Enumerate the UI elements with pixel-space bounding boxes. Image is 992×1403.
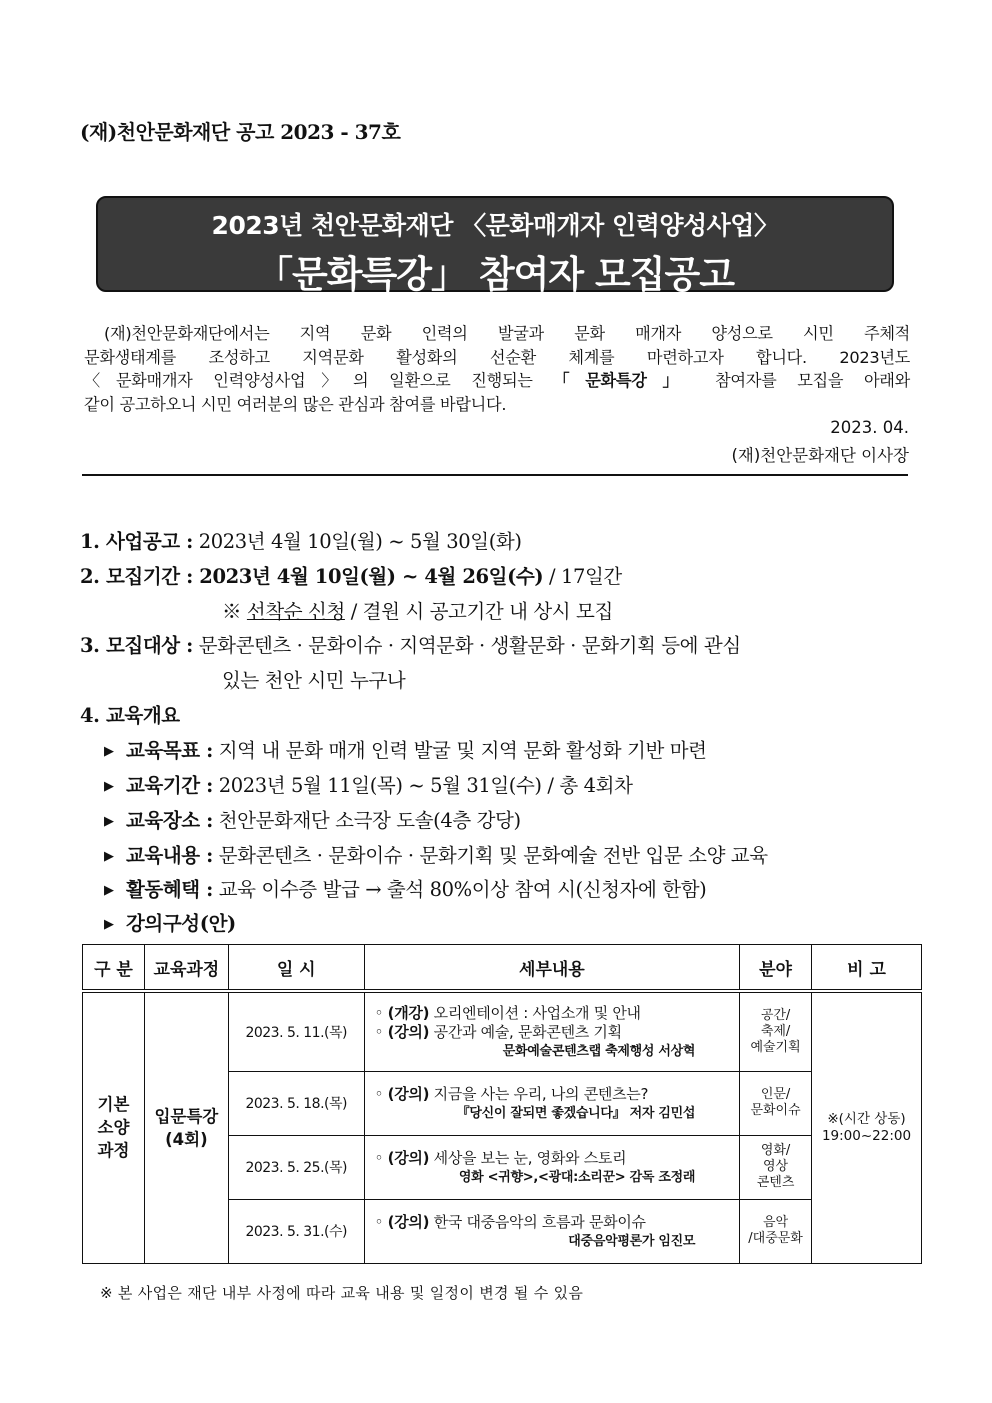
section-2-value-bold: 2023년 4월 10일(월) ~ 4월 26일(수) (192, 565, 544, 588)
edu-label: 활동혜택 : (126, 878, 213, 901)
intro-line-3c: 참여자를 모집을 아래와 (694, 371, 910, 391)
section-3-value-1: 문화콘텐츠 · 문화이슈 · 지역문화 · 생활문화 · 문화기획 등에 관심 (192, 634, 741, 657)
detail-item: ◦ (강의) 지금을 사는 우리, 나의 콘텐츠는? (374, 1085, 649, 1103)
header-details: 세부내용 (364, 945, 739, 992)
intro-line-3a: 〈문화매개자 인력양성사업〉의 일환으로 진행되는 (84, 371, 554, 391)
field-cell: 공간/ 축제/ 예술기획 (740, 991, 812, 1071)
section-4 (80, 700, 180, 728)
signature: (재)천안문화재단 이사장 (731, 446, 909, 465)
schedule-table (82, 944, 922, 1264)
note-mark: ※ (222, 600, 247, 623)
notice-date: 2023. 04. (830, 418, 909, 437)
edu-place (104, 805, 521, 833)
edu-label: 교육목표 : (126, 739, 213, 762)
title-line-2: 「문화특강」 참여자 모집공고 (256, 253, 734, 296)
header-category: 구 분 (83, 945, 145, 992)
lecturer: 문화예술콘텐츠랩 축제행성 서상혁 (502, 1044, 696, 1060)
edu-goal (104, 735, 707, 763)
arrow-bullet-icon: ▶ (104, 849, 114, 864)
edu-period (104, 770, 633, 798)
intro-line-1: (재)천안문화재단에서는 지역 문화 인력의 발굴과 문화 매개자 양성으로 시민 주체적 (104, 324, 910, 343)
field-cell: 인문/ 문화이슈 (740, 1071, 812, 1135)
edu-value: 문화콘텐츠 · 문화이슈 · 문화기획 및 문화예술 전반 입문 소양 교육 (212, 844, 768, 867)
header-datetime: 일 시 (228, 945, 364, 992)
arrow-bullet-icon: ▶ (104, 917, 114, 932)
date-cell: 2023. 5. 31.(수) (228, 1199, 364, 1263)
edu-value: 천안문화재단 소극장 도솔(4층 강당) (212, 809, 521, 832)
field-cell: 음악 /대중문화 (740, 1199, 812, 1263)
section-1 (80, 526, 522, 554)
category-cell: 기본 소양 과정 (83, 991, 145, 1263)
edu-structure (104, 908, 236, 936)
date-cell: 2023. 5. 18.(목) (228, 1071, 364, 1135)
note-cell: ※(시간 상동) 19:00~22:00 (812, 991, 922, 1263)
title-line-1: 2023년 천안문화재단 〈문화매개자 인력양성사업〉 (211, 211, 779, 240)
section-2 (80, 561, 622, 589)
detail-item: ◦ (강의) 공간과 예술, 문화콘텐츠 기획 (374, 1023, 622, 1042)
divider-line (82, 474, 908, 476)
edu-value: 2023년 5월 11일(목) ~ 5월 31일(수) / 총 4회차 (212, 774, 633, 797)
detail-item: ◦ (강의) 세상을 보는 눈, 영화와 스토리 (374, 1149, 627, 1167)
section-2-label: 2. 모집기간 : (80, 565, 193, 588)
section-2-value-rest: / 17일간 (543, 565, 622, 588)
lecturer: 대중음악평론가 임진모 (568, 1234, 696, 1249)
footer-note: ※ 본 사업은 재단 내부 사정에 따라 교육 내용 및 일정이 변경 될 수 있음 (100, 1284, 584, 1302)
section-2-note (222, 596, 613, 624)
header-field: 분야 (740, 945, 812, 992)
table-row (83, 991, 922, 1071)
lecturer: 영화 <귀향>,<광대:소리꾼> 감독 조정래 (458, 1170, 696, 1185)
arrow-bullet-icon: ▶ (104, 814, 114, 829)
section-2-note-rest: / 결원 시 공고기간 내 상시 모집 (344, 600, 613, 623)
arrow-bullet-icon: ▶ (104, 779, 114, 794)
detail-item: ◦ (개강) 오리엔테이션 : 사업소개 및 안내 (374, 1004, 641, 1023)
edu-label: 교육장소 : (126, 809, 213, 832)
section-1-value: 2023년 4월 10일(월) ~ 5월 30일(화) (192, 530, 522, 553)
intro-line-2: 문화생태계를 조성하고 지역문화 활성화의 선순환 체계를 마련하고자 합니다. 2023년도 (84, 347, 910, 367)
section-1-label: 1. 사업공고 : (80, 530, 193, 553)
header-course: 교육과정 (144, 945, 228, 992)
detail-cell (364, 991, 739, 1071)
title-banner (96, 196, 894, 296)
first-come-text: 선착순 신청 (246, 600, 345, 623)
lecturer: 『당신이 잘되면 좋겠습니다』 저자 김민섭 (456, 1106, 696, 1121)
edu-label: 강의구성(안) (126, 912, 236, 935)
notice-number: (재)천안문화재단 공고 2023 - 37호 (80, 120, 401, 144)
intro-line-3b: 「문화특강」 (553, 371, 695, 391)
intro-paragraph (84, 322, 910, 416)
intro-line-4: 같이 공고하오니 시민 여러분의 많은 관심과 참여를 바랍니다. (84, 394, 507, 414)
table-header-row (83, 945, 922, 992)
edu-label: 교육기간 : (126, 774, 213, 797)
section-3-cont: 있는 천안 시민 누구나 (222, 669, 406, 692)
section-4-label: 4. 교육개요 (80, 704, 180, 727)
edu-benefit (104, 874, 706, 902)
edu-label: 교육내용 : (126, 844, 213, 867)
detail-item: ◦ (강의) 한국 대중음악의 흐름과 문화이슈 (374, 1213, 646, 1231)
field-cell: 영화/ 영상 콘텐츠 (740, 1135, 812, 1199)
edu-value: 지역 내 문화 매개 인력 발굴 및 지역 문화 활성화 기반 마련 (212, 739, 707, 762)
date-cell: 2023. 5. 25.(목) (228, 1135, 364, 1199)
header-note: 비 고 (812, 945, 922, 992)
course-cell: 입문특강 (4회) (144, 991, 228, 1263)
arrow-bullet-icon: ▶ (104, 744, 114, 759)
section-3 (80, 630, 741, 658)
detail-cell (364, 1199, 739, 1263)
date-cell: 2023. 5. 11.(목) (228, 991, 364, 1071)
detail-cell (364, 1071, 739, 1135)
edu-value: 교육 이수증 발급 → 출석 80%이상 참여 시(신청자에 한함) (212, 878, 707, 901)
arrow-bullet-icon: ▶ (104, 883, 114, 898)
edu-content (104, 840, 768, 868)
section-3-label: 3. 모집대상 : (80, 634, 193, 657)
schedule-table-wrap (82, 944, 922, 1264)
detail-cell (364, 1135, 739, 1199)
